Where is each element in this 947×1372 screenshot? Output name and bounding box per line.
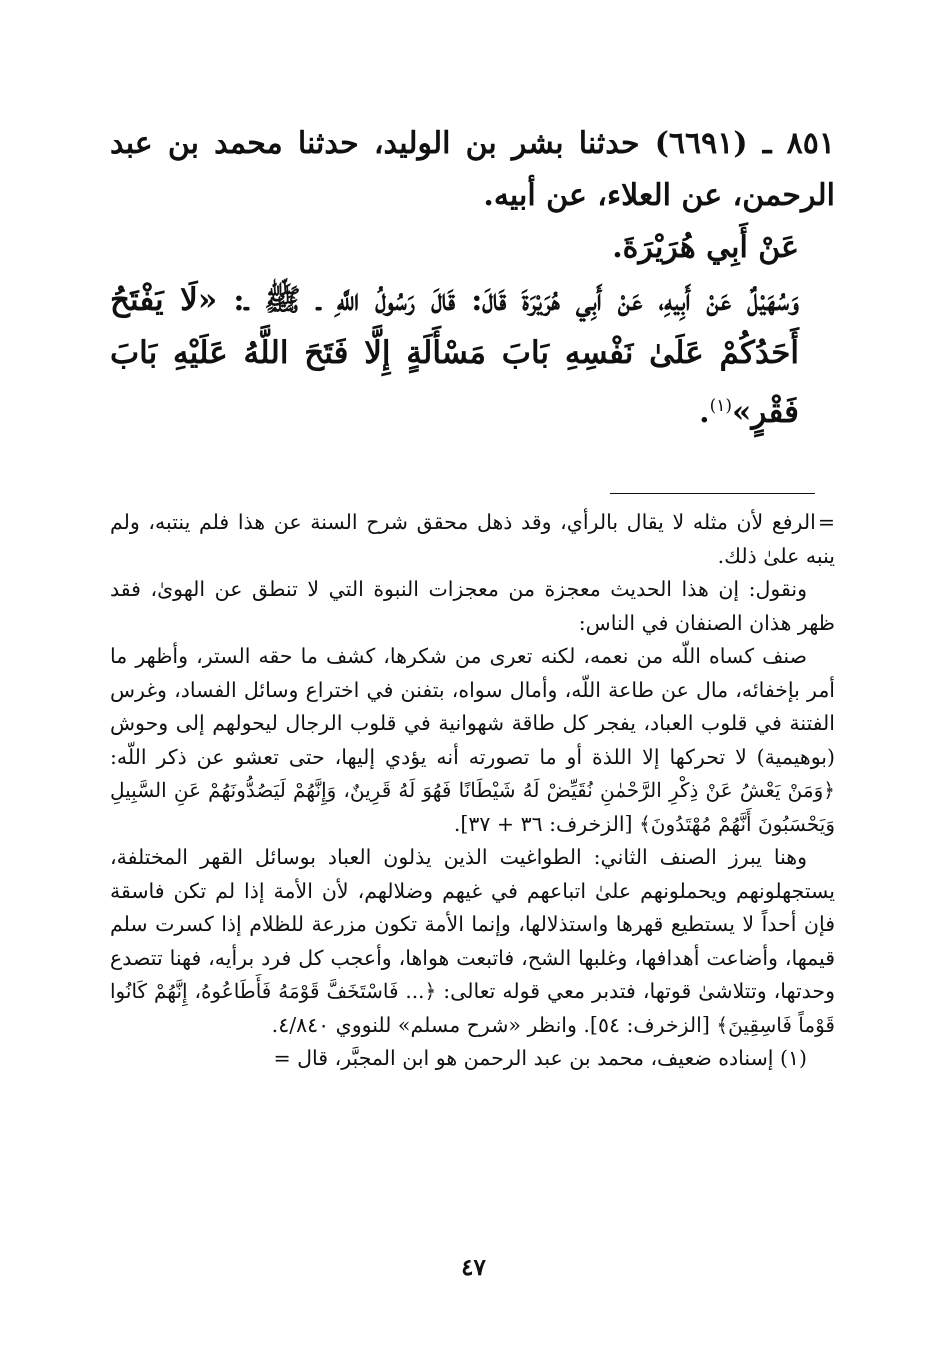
- footnote-separator: [610, 493, 815, 494]
- isnad-line: ٨٥١ ـ (٦٦٩١) حدثنا بشر بن الوليد، حدثنا محمد بن عبد الرحمن، عن العلاء، عن أبيه.: [110, 126, 836, 213]
- narrator-line: عَنْ أَبِي هُرَيْرَةَ.: [612, 230, 799, 265]
- quran-verse: ﴿وَمَنْ يَعْشُ عَنْ ذِكْرِ الرَّحْمٰنِ نُقَيِّضْ لَهُ شَيْطَانًا فَهُوَ لَهُ قَرِينٌ، وَإِنَّهُمْ لَيَصُدُّونَهُمْ عَنِ السَّبِيلِ وَيَحْسَبُونَ أَنَّهُمْ مُهْتَدُونَ﴾: [110, 778, 835, 836]
- page-number: ٤٧: [461, 1254, 486, 1281]
- footnote-paragraph: [110, 841, 835, 1042]
- footnote-text: وهنا يبرز الصنف الثاني: الطواغيت الذين يذلون العباد بوسائل القهر المختلفة، يستجهلونهم ويحملونهم علىٰ اتباعهم في غيهم وضلالهم، لأن الأمة إذا لم تكن فاسقة فإن أحداً لا يستطيع قهرها واستذلالها، وإنما الأمة تكون مزرعة للظلام إذا كسرت سلم قيمها، وأضاعت أهدافها، وغلبها الشح، فاتبعت هواها، وأعجب كل فرد برأيه، فهنا تتصدع وحدتها، وتتلاشىٰ قوتها، فتدبر معي قوله تعالى:: [110, 845, 835, 1003]
- footnote-text: صنف كساه اللّه من نعمه، لكنه تعرى من شكرها، كشف ما حقه الستر، وأظهر ما أمر بإخفائه، مال عن طاعة اللّه، وأمال سواه، بتفنن في اختراع وسائل الفساد، وغرس الفتنة في قلوب العباد، يفجر كل طاقة شهوانية في قلوب الرجال ليحولهم إلى وحوش (بوهيمية) لا تحركها إلا اللذة أو ما تصورته أنه يؤدي إليها، حتى تعشو عن ذكر اللّه:: [110, 644, 835, 769]
- footnote-1: (١) إسناده ضعيف، محمد بن عبد الرحمن هو ابن المجبَّر، قال =: [273, 1046, 807, 1070]
- quran-verse: ﴿... فَاسْتَخَفَّ قَوْمَهُ فَأَطَاعُوهُ، إِنَّهُمْ كَانُوا قَوْماً فَاسِقِينَ﴾: [110, 979, 835, 1037]
- hadith-end: .: [699, 395, 710, 430]
- hadith-text: [110, 274, 835, 439]
- verse-reference: [الزخرف: ٥٤]. وانظر «شرح مسلم» للنووي ٤/٨٤٠.: [271, 1012, 710, 1037]
- verse-reference: [الزخرف: ٣٦ + ٣٧].: [453, 811, 633, 836]
- hadith-block: [110, 118, 835, 439]
- footnote-paragraph: ونقول: إن هذا الحديث معجزة من معجزات النبوة التي لا تنطق عن الهوىٰ، فقد ظهر هذان الصنفان في الناس:: [110, 577, 835, 635]
- hadith-intro: وَسُهَيْلٌ عَنْ أَبِيهِ، عَنْ أَبِي هُرَيْرَةَ قَالَ: قَالَ رَسُولُ اللَّهِ ـ ﷺ ـ:: [233, 283, 799, 318]
- footnote-marker: (١): [709, 396, 733, 416]
- footnote-paragraph: [110, 640, 835, 841]
- footnote-continuation: = الرفع لأن مثله لا يقال بالرأي، وقد ذهل محقق شرح السنة عن هذا فلم ينتبه، ولم ينبه علىٰ ذلك.: [110, 506, 835, 573]
- footnotes-block: [110, 506, 835, 1076]
- hadith-matn: «لَا يَفْتَحُ أَحَدُكُمْ عَلَىٰ نَفْسِهِ بَابَ مَسْأَلَةٍ إِلَّا فَتَحَ اللَّهُ عَلَيْهِ بَابَ فَقْرٍ»: [110, 282, 799, 430]
